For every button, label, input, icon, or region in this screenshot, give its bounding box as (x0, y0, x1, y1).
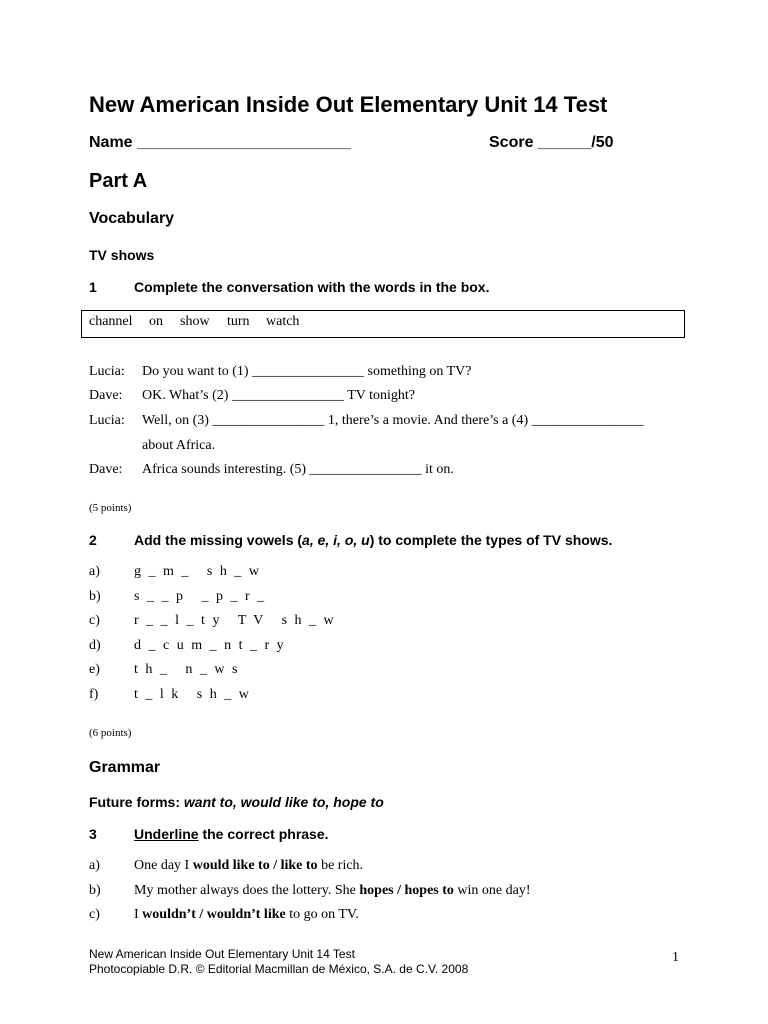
q2-points: (6 points) (89, 727, 132, 739)
page-number: 1 (672, 950, 679, 965)
tv-shows-subheading: TV shows (89, 247, 155, 263)
grammar-sentence (134, 858, 363, 874)
item-label: c) (89, 907, 100, 922)
dialogue-line: Africa sounds interesting. (5) ________________ it on. (142, 462, 454, 477)
vowel-item: g _ m _ s h _ w (134, 564, 261, 579)
vowel-item: r _ _ l _ t y T V s h _ w (134, 613, 336, 628)
q1-number: 1 (89, 279, 97, 295)
sentence-post: win one day! (453, 883, 531, 898)
grammar-sentence (134, 883, 531, 899)
item-label: e) (89, 662, 100, 677)
q2-instruction-post: ) to complete the types of TV shows. (369, 532, 613, 548)
item-label: c) (89, 613, 100, 628)
dialogue-speaker: Dave: (89, 462, 123, 477)
dialogue-line: Do you want to (1) ________________ something on TV? (142, 364, 472, 379)
q2-instruction-pre: Add the missing vowels ( (134, 532, 303, 548)
item-label: a) (89, 564, 100, 579)
word-box-item: show (180, 314, 210, 329)
dialogue-line: Well, on (3) ________________ 1, there’s a movie. And there’s a (4) ________________ (142, 413, 644, 428)
name-field-label: Name ________________________ (89, 134, 351, 151)
dialogue-line: OK. What’s (2) ________________ TV tonight? (142, 388, 415, 403)
footer-copyright: Photocopiable D.R. © Editorial Macmillan de México, S.A. de C.V. 2008 (89, 962, 469, 976)
q3-instruction (134, 826, 329, 842)
vowel-item: d _ c u m _ n t _ r y (134, 638, 286, 653)
grammar-heading: Grammar (89, 759, 161, 776)
q2-vowels: a, e, i, o, u (302, 532, 370, 548)
dialogue-speaker: Lucia: (89, 413, 125, 428)
word-box-item: on (149, 314, 163, 329)
dialogue-line: about Africa. (142, 438, 216, 453)
q1-instruction: Complete the conversation with the words in the box. (134, 279, 490, 295)
vowel-item: t h _ n _ w s (134, 662, 240, 677)
grammar-sentence (134, 907, 359, 923)
item-label: b) (89, 883, 101, 898)
word-box-item: watch (266, 314, 300, 329)
sentence-options: hopes / hopes to (359, 883, 454, 898)
sentence-options: wouldn’t / wouldn’t like (142, 907, 286, 922)
word-box (81, 310, 685, 338)
q1-points: (5 points) (89, 502, 132, 514)
vowel-item: s _ _ p _ p _ r _ (134, 589, 267, 604)
item-label: f) (89, 687, 99, 702)
word-box-item: channel (89, 314, 133, 329)
q3-underline-word: Underline (134, 826, 199, 842)
sentence-pre: My mother always does the lottery. She (134, 883, 360, 898)
item-label: b) (89, 589, 101, 604)
footer-title: New American Inside Out Elementary Unit 14 Test (89, 947, 355, 961)
q2-instruction (134, 532, 612, 548)
dialogue-speaker: Dave: (89, 388, 123, 403)
dialogue-speaker: Lucia: (89, 364, 125, 379)
grammar-sub-italic: want to, would like to, hope to (183, 794, 384, 810)
sentence-post: be rich. (317, 858, 364, 873)
item-label: d) (89, 638, 101, 653)
vocabulary-heading: Vocabulary (89, 210, 175, 227)
sentence-pre: I (134, 907, 143, 922)
score-field-label: Score ______/50 (489, 134, 614, 151)
page-title: New American Inside Out Elementary Unit 14 Test (89, 92, 608, 117)
q3-number: 3 (89, 826, 97, 842)
item-label: a) (89, 858, 100, 873)
grammar-subheading (89, 794, 384, 810)
q2-number: 2 (89, 532, 97, 548)
sentence-options: would like to / like to (192, 858, 318, 873)
part-a-heading: Part A (89, 170, 148, 192)
sentence-pre: One day I (134, 858, 193, 873)
vowel-item: t _ l k s h _ w (134, 687, 251, 702)
word-box-item: turn (227, 314, 250, 329)
sentence-post: to go on TV. (285, 907, 359, 922)
grammar-sub-pre: Future forms: (89, 794, 184, 810)
q3-instruction-rest: the correct phrase. (198, 826, 329, 842)
